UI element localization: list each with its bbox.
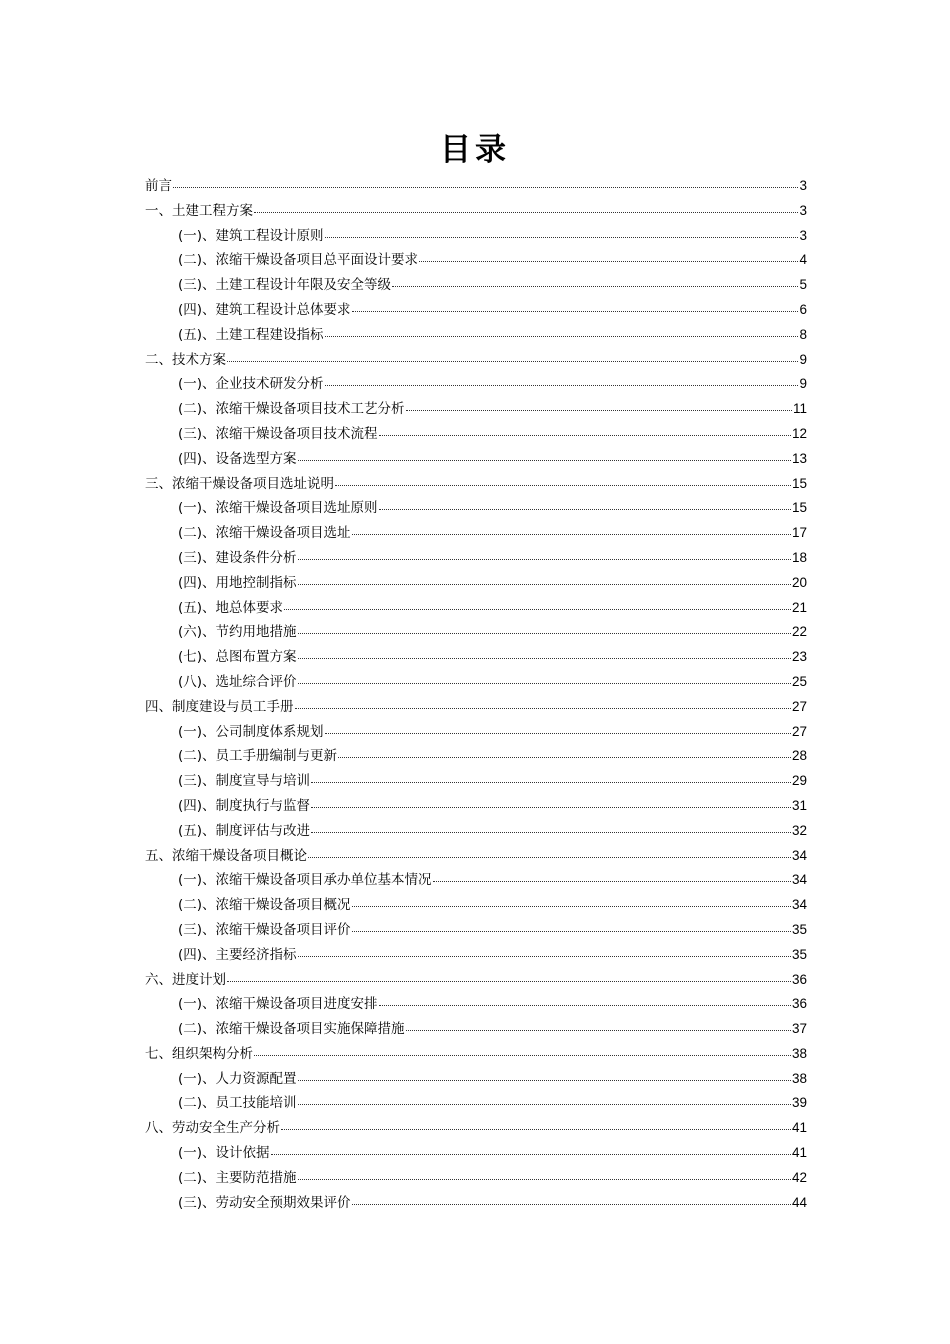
- toc-dot-leader: [298, 459, 791, 461]
- toc-entry-label: 七、组织架构分析: [145, 1045, 253, 1062]
- toc-entry-page-number: 15: [791, 500, 807, 516]
- toc-entry-label: (五)、土建工程建设指标: [178, 326, 324, 343]
- toc-dot-leader: [271, 1153, 791, 1155]
- toc-entry[interactable]: [145, 248, 807, 273]
- toc-entry[interactable]: [145, 1166, 807, 1191]
- toc-entry-page-number: 8: [799, 326, 807, 342]
- toc-entry-page-number: 41: [791, 1120, 807, 1136]
- toc-dot-leader: [298, 558, 791, 560]
- toc-entry-page-number: 9: [799, 376, 807, 392]
- toc-dot-leader: [352, 1203, 791, 1205]
- toc-entry[interactable]: [145, 596, 807, 621]
- toc-entry-label: (二)、浓缩干燥设备项目选址: [178, 525, 351, 542]
- toc-entry-page-number: 27: [791, 723, 807, 739]
- toc-entry-page-number: 31: [791, 797, 807, 813]
- toc-entry-page-number: 37: [791, 1021, 807, 1037]
- toc-entry-label: (三)、劳动安全预期效果评价: [178, 1194, 351, 1211]
- toc-entry-page-number: 5: [799, 277, 807, 293]
- toc-dot-leader: [379, 1004, 791, 1006]
- toc-entry[interactable]: [145, 447, 807, 472]
- toc-entry-page-number: 4: [799, 252, 807, 268]
- toc-entry[interactable]: [145, 571, 807, 596]
- toc-entry[interactable]: [145, 1017, 807, 1042]
- toc-entry-label: (一)、浓缩干燥设备项目选址原则: [178, 500, 378, 517]
- toc-dot-leader: [352, 533, 791, 535]
- toc-entry-label: (二)、浓缩干燥设备项目技术工艺分析: [178, 401, 405, 418]
- toc-entry-page-number: 9: [799, 351, 807, 367]
- toc-entry-page-number: 34: [791, 897, 807, 913]
- toc-entry[interactable]: [145, 968, 807, 993]
- toc-entry-page-number: 15: [791, 475, 807, 491]
- toc-entry[interactable]: [145, 1141, 807, 1166]
- toc-dot-leader: [281, 1128, 791, 1130]
- toc-dot-leader: [298, 1079, 791, 1081]
- toc-entry-label: (二)、主要防范措施: [178, 1169, 297, 1186]
- toc-entry-label: (二)、员工手册编制与更新: [178, 748, 338, 765]
- toc-dot-leader: [298, 682, 791, 684]
- toc-entry-page-number: 41: [791, 1145, 807, 1161]
- toc-entry-page-number: 32: [791, 822, 807, 838]
- toc-dot-leader: [254, 211, 798, 213]
- toc-entry[interactable]: [145, 744, 807, 769]
- toc-dot-leader: [298, 583, 791, 585]
- toc-entry-label: 八、劳动安全生产分析: [145, 1120, 280, 1137]
- toc-entry-page-number: 27: [791, 698, 807, 714]
- toc-entry[interactable]: [145, 794, 807, 819]
- toc-entry-page-number: 42: [791, 1169, 807, 1185]
- toc-entry[interactable]: [145, 224, 807, 249]
- toc-entry-label: (一)、浓缩干燥设备项目承办单位基本情况: [178, 872, 432, 889]
- toc-entry-page-number: 36: [791, 996, 807, 1012]
- toc-dot-leader: [379, 434, 791, 436]
- toc-entry-page-number: 12: [791, 425, 807, 441]
- toc-dot-leader: [308, 856, 791, 858]
- toc-entry[interactable]: [145, 720, 807, 745]
- toc-dot-leader: [433, 880, 791, 882]
- toc-entry-label: (三)、浓缩干燥设备项目评价: [178, 921, 351, 938]
- toc-entry-page-number: 17: [791, 525, 807, 541]
- toc-entry[interactable]: [145, 893, 807, 918]
- toc-entry[interactable]: [145, 769, 807, 794]
- toc-entry[interactable]: [145, 695, 807, 720]
- toc-dot-leader: [298, 955, 791, 957]
- toc-entry-label: 前言: [145, 178, 172, 194]
- toc-entry[interactable]: [145, 620, 807, 645]
- toc-entry-label: (八)、选址综合评价: [178, 673, 297, 690]
- toc-dot-leader: [352, 930, 791, 932]
- toc-entry-label: 二、技术方案: [145, 351, 226, 368]
- toc-entry-page-number: 21: [791, 599, 807, 615]
- toc-entry[interactable]: [145, 1191, 807, 1216]
- toc-entry-page-number: 35: [791, 921, 807, 937]
- toc-entry-label: (二)、浓缩干燥设备项目总平面设计要求: [178, 252, 419, 269]
- toc-entry-label: (三)、浓缩干燥设备项目技术流程: [178, 425, 378, 442]
- toc-entry-label: (一)、设计依据: [178, 1145, 270, 1162]
- toc-entry[interactable]: [145, 943, 807, 968]
- toc-entry[interactable]: [145, 348, 807, 373]
- toc-dot-leader: [254, 1054, 791, 1056]
- toc-entry[interactable]: [145, 422, 807, 447]
- toc-entry-page-number: 35: [791, 946, 807, 962]
- toc-entry[interactable]: [145, 372, 807, 397]
- toc-dot-leader: [419, 260, 798, 262]
- toc-entry-label: (五)、制度评估与改进: [178, 822, 311, 839]
- toc-dot-leader: [325, 335, 799, 337]
- toc-dot-leader: [352, 310, 799, 312]
- toc-entry[interactable]: [145, 521, 807, 546]
- toc-entry-label: 三、浓缩干燥设备项目选址说明: [145, 475, 334, 492]
- toc-entry-label: (四)、主要经济指标: [178, 946, 297, 963]
- toc-entry-label: 四、制度建设与员工手册: [145, 698, 294, 715]
- toc-entry[interactable]: [145, 1091, 807, 1116]
- toc-entry-label: 五、浓缩干燥设备项目概论: [145, 847, 307, 864]
- toc-entry-page-number: 36: [791, 971, 807, 987]
- toc-entry-label: (四)、用地控制指标: [178, 574, 297, 591]
- toc-entry[interactable]: [145, 819, 807, 844]
- toc-entry[interactable]: [145, 670, 807, 695]
- toc-dot-leader: [173, 186, 798, 188]
- toc-entry-page-number: 22: [791, 624, 807, 640]
- toc-entry[interactable]: [145, 1116, 807, 1141]
- toc-dot-leader: [379, 508, 791, 510]
- toc-entry-label: (三)、制度宣导与培训: [178, 773, 311, 790]
- toc-entry-label: (一)、企业技术研发分析: [178, 376, 324, 393]
- toc-entry-page-number: 3: [799, 202, 807, 218]
- toc-entry[interactable]: [145, 397, 807, 422]
- toc-dot-leader: [311, 781, 791, 783]
- toc-entry-label: (四)、设备选型方案: [178, 450, 297, 467]
- toc-dot-leader: [298, 632, 791, 634]
- toc-dot-leader: [295, 707, 791, 709]
- toc-entry-label: (三)、建设条件分析: [178, 549, 297, 566]
- toc-entry-label: (三)、土建工程设计年限及安全等级: [178, 277, 392, 294]
- toc-entry[interactable]: [145, 868, 807, 893]
- toc-entry-label: (一)、公司制度体系规划: [178, 723, 324, 740]
- toc-entry-label: (四)、制度执行与监督: [178, 797, 311, 814]
- toc-dot-leader: [406, 409, 792, 411]
- toc-entry[interactable]: [145, 199, 807, 224]
- toc-entry-label: (六)、节约用地措施: [178, 624, 297, 641]
- toc-dot-leader: [298, 657, 791, 659]
- toc-dot-leader: [335, 484, 791, 486]
- toc-entry[interactable]: [145, 546, 807, 571]
- toc-entry[interactable]: [145, 472, 807, 497]
- toc-entry[interactable]: [145, 992, 807, 1017]
- toc-dot-leader: [311, 806, 791, 808]
- toc-dot-leader: [352, 905, 791, 907]
- toc-entry-page-number: 3: [799, 178, 807, 193]
- toc-entry-page-number: 34: [791, 847, 807, 863]
- toc-entry-page-number: 23: [791, 649, 807, 665]
- toc-dot-leader: [298, 1103, 791, 1105]
- toc-dot-leader: [325, 384, 799, 386]
- toc-entry[interactable]: [145, 1042, 807, 1067]
- toc-entry[interactable]: [145, 844, 807, 869]
- toc-entry-page-number: 29: [791, 773, 807, 789]
- toc-dot-leader: [325, 732, 791, 734]
- toc-dot-leader: [227, 360, 798, 362]
- toc-entry-page-number: 38: [791, 1070, 807, 1086]
- toc-entry-page-number: 44: [791, 1194, 807, 1210]
- toc-dot-leader: [392, 285, 798, 287]
- toc-entry-label: (一)、人力资源配置: [178, 1070, 297, 1087]
- toc-entry[interactable]: [145, 496, 807, 521]
- toc-entry-label: (五)、地总体要求: [178, 599, 284, 616]
- toc-dot-leader: [406, 1029, 791, 1031]
- toc-entry[interactable]: [145, 174, 807, 199]
- toc-dot-leader: [325, 236, 799, 238]
- toc-entry[interactable]: [145, 1067, 807, 1092]
- toc-entry-page-number: 18: [791, 549, 807, 565]
- toc-entry-label: (七)、总图布置方案: [178, 649, 297, 666]
- toc-dot-leader: [338, 756, 791, 758]
- toc-entry-page-number: 28: [791, 748, 807, 764]
- toc-entry-label: (一)、浓缩干燥设备项目进度安排: [178, 996, 378, 1013]
- toc-entry-page-number: 39: [791, 1095, 807, 1111]
- toc-entry-page-number: 11: [792, 401, 807, 417]
- toc-dot-leader: [227, 980, 791, 982]
- toc-entry[interactable]: [145, 323, 807, 348]
- toc-entry-label: (一)、建筑工程设计原则: [178, 227, 324, 244]
- toc-entry-page-number: 13: [791, 450, 807, 466]
- toc-entry-page-number: 20: [791, 574, 807, 590]
- page-title: 目录: [440, 132, 510, 168]
- toc-entry-label: 六、进度计划: [145, 971, 226, 988]
- toc-dot-leader: [284, 608, 791, 610]
- toc-dot-leader: [311, 831, 791, 833]
- toc-entry-page-number: 6: [799, 301, 807, 317]
- toc-entry[interactable]: [145, 298, 807, 323]
- toc-entry-page-number: 38: [791, 1045, 807, 1061]
- toc-entry[interactable]: [145, 273, 807, 298]
- toc-entry-label: (二)、浓缩干燥设备项目实施保障措施: [178, 1021, 405, 1038]
- toc-entry-page-number: 25: [791, 673, 807, 689]
- toc-entry-label: (二)、员工技能培训: [178, 1095, 297, 1112]
- toc-entry[interactable]: [145, 918, 807, 943]
- table-of-contents: [145, 174, 807, 1215]
- toc-entry-label: (四)、建筑工程设计总体要求: [178, 301, 351, 318]
- toc-entry[interactable]: [145, 645, 807, 670]
- toc-dot-leader: [298, 1178, 791, 1180]
- toc-entry-label: (二)、浓缩干燥设备项目概况: [178, 897, 351, 914]
- toc-entry-page-number: 34: [791, 872, 807, 888]
- toc-entry-label: 一、土建工程方案: [145, 202, 253, 219]
- toc-entry-page-number: 3: [799, 227, 807, 243]
